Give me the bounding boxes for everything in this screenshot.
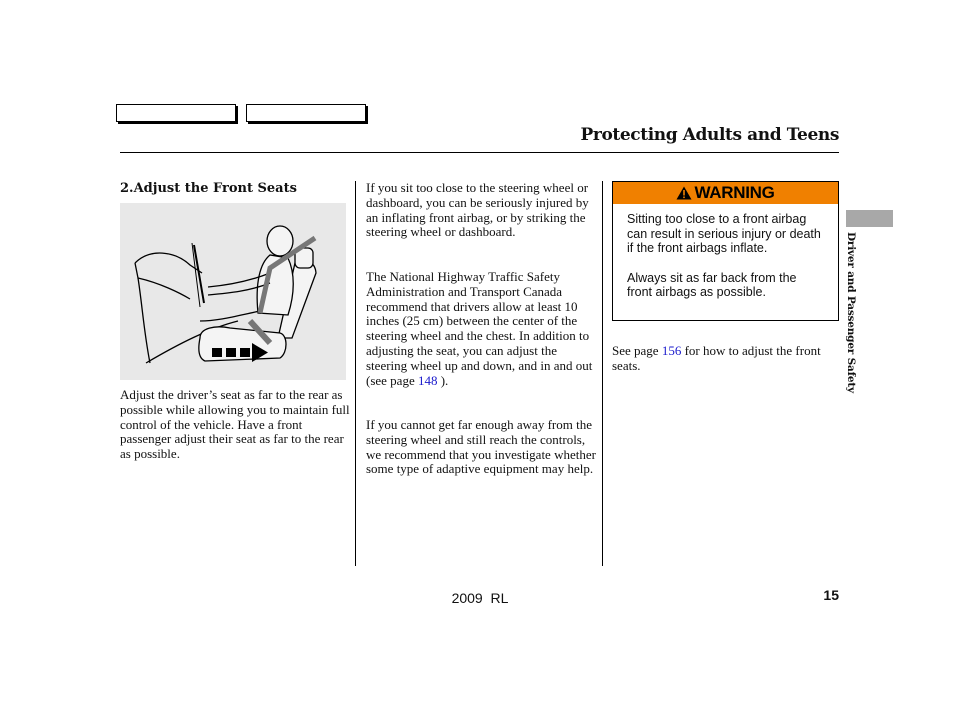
column-divider-right	[602, 181, 603, 566]
nav-button-1[interactable]	[116, 104, 236, 122]
section-tab[interactable]	[846, 210, 893, 227]
seat-adjust-illustration	[120, 203, 346, 380]
warning-header	[613, 182, 838, 204]
see-page-tail: for how to adjust the front seats.	[612, 343, 821, 373]
nav-button-2[interactable]	[246, 104, 366, 122]
distance-recommendation-text: The National Highway Traffic Safety Administration and Transport Canada recommend that drivers allow at least 10 inches (25 cm) between the center of the steering wheel and the chest. In addition to adjusting the seat, you can adjust the steering wheel up and down, and in and out (see page	[366, 269, 593, 388]
airbag-danger-paragraph: If you sit too close to the steering wheel or dashboard, you can be seriously injured by an inflating front airbag, or by striking the steering wheel or dashboard.	[366, 180, 589, 240]
distance-recommendation-tail: ).	[437, 372, 449, 388]
distance-recommendation-paragraph	[366, 270, 596, 388]
page-148-link[interactable]: 148	[417, 372, 438, 388]
warning-line-2: Always sit as far back from the front airbags as possible.	[627, 270, 797, 300]
warning-box	[612, 181, 839, 321]
column-divider-left	[355, 181, 356, 566]
section-heading: 2.Adjust the Front Seats	[120, 181, 297, 196]
section-side-label: Driver and Passenger Safety	[845, 232, 857, 393]
seat-adjust-paragraph: Adjust the driver’s seat as far to the rear as possible while allowing you to maintain full control of the vehicle. Have a front passenger adjust their seat as far to the rear as possible.	[120, 387, 350, 462]
see-page-text: See page	[612, 343, 662, 358]
adaptive-equipment-paragraph: If you cannot get far enough away from the steering wheel and still reach the controls, we recommend that you investigate whether some type of adaptive equipment may help.	[366, 417, 596, 477]
warning-line-1: Sitting too close to a front airbag can result in serious injury or death if the front airbags inflate.	[627, 212, 821, 256]
page-title: Protecting Adults and Teens	[580, 125, 839, 145]
warning-label: WARNING	[694, 183, 775, 202]
footer-model: 2009 RL	[451, 590, 509, 606]
page-number: 15	[823, 587, 839, 603]
see-page-paragraph	[612, 344, 838, 374]
title-divider	[120, 152, 839, 153]
warning-triangle-icon	[676, 186, 692, 200]
page-156-link[interactable]: 156	[661, 343, 682, 358]
warning-text	[613, 204, 838, 300]
